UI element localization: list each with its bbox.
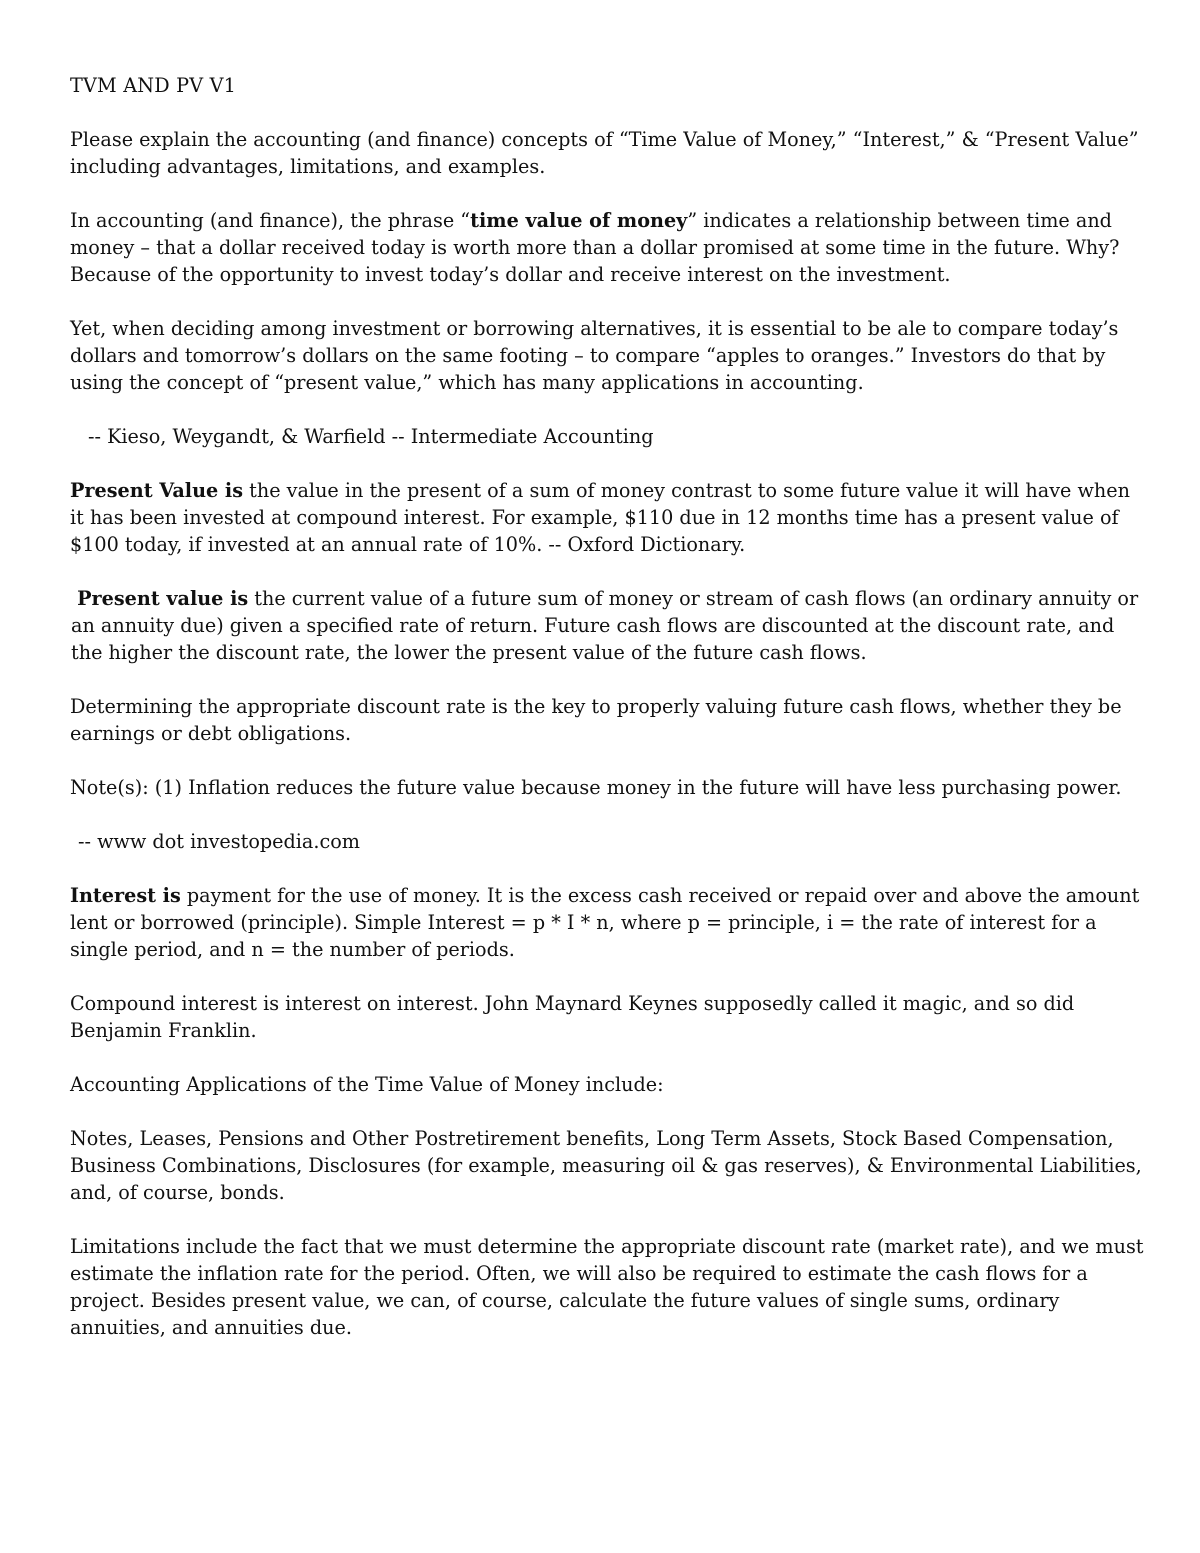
applications-list: Notes, Leases, Pensions and Other Postretirement benefits, Long Term Assets, Stock Based Compensation, Business Combinations, Disclosures (for example, measuring oil & gas reserves), & Environmental Liabilities, and, of course, bonds.: [70, 1127, 1142, 1204]
tvm-text-after: ” indicates a relationship between time and money – that a dollar received today is worth more than a dollar promised at some time in the future. Why? Because of the opportunity to invest today’s dollar and receive interest on the investment.: [70, 209, 1120, 286]
citation-investopedia: -- www dot investopedia.com: [78, 830, 360, 853]
discount-paragraph: Determining the appropriate discount rate is the key to properly valuing future cash flows, whether they be earnings or debt obligations.: [70, 695, 1122, 745]
pv-investopedia-paragraph: [70, 585, 1145, 666]
tvm-term: time value of money: [470, 209, 688, 232]
interest-paragraph: [70, 882, 1145, 963]
applications-heading: Accounting Applications of the Time Value of Money include:: [70, 1073, 664, 1096]
document-title: TVM AND PV V1: [70, 74, 237, 97]
limitations-paragraph: Limitations include the fact that we must determine the appropriate discount rate (market rate), and we must estimate the inflation rate for the period. Often, we will also be required to estimate the cash flows for a project. Besides present value, we can, of course, calculate the future values of single sums, ordinary annuities, and annuities due.: [70, 1235, 1144, 1339]
document-page: [70, 72, 1145, 1368]
interest-text: payment for the use of money. It is the excess cash received or repaid over and above the amount lent or borrowed (principle). Simple Interest = p * I * n, where p = principle, i = the rate of interest for a single period, and n = the number of periods.: [70, 884, 1140, 961]
citation-kieso: -- Kieso, Weygandt, & Warfield -- Intermediate Accounting: [88, 425, 654, 448]
tvm-text-before: In accounting (and finance), the phrase “: [70, 209, 471, 232]
pv-oxford-term: Present Value is: [70, 479, 244, 502]
pv-investopedia-text: the current value of a future sum of money or stream of cash flows (an ordinary annuity or an annuity due) given a specified rate of return. Future cash flows are discounted at the discount rate, and the higher the discount rate, the lower the present value of the future cash flows.: [71, 587, 1139, 664]
compare-paragraph: Yet, when deciding among investment or borrowing alternatives, it is essential to be ale to compare today’s dollars and tomorrow’s dollars on the same footing – to compare “apples to oranges.” Investors do that by using the concept of “present value,” which has many applications in accounting.: [70, 317, 1119, 394]
interest-term: Interest is: [70, 884, 181, 907]
pv-oxford-paragraph: [70, 477, 1145, 558]
tvm-paragraph: [70, 207, 1145, 288]
pv-oxford-text: the value in the present of a sum of money contrast to some future value it will have when it has been invested at compound interest. For example, $110 due in 12 months time has a present value of $100 today, if invested at an annual rate of 10%. -- Oxford Dictionary.: [70, 479, 1131, 556]
compound-paragraph: Compound interest is interest on interest. John Maynard Keynes supposedly called it magic, and so did Benjamin Franklin.: [70, 992, 1075, 1042]
pv-investopedia-term: Present value is: [77, 587, 249, 610]
question-paragraph: Please explain the accounting (and finance) concepts of “Time Value of Money,” “Interest,” & “Present Value” including advantages, limitations, and examples.: [70, 128, 1139, 178]
note-paragraph: Note(s): (1) Inflation reduces the future value because money in the future will have less purchasing power.: [70, 776, 1122, 799]
